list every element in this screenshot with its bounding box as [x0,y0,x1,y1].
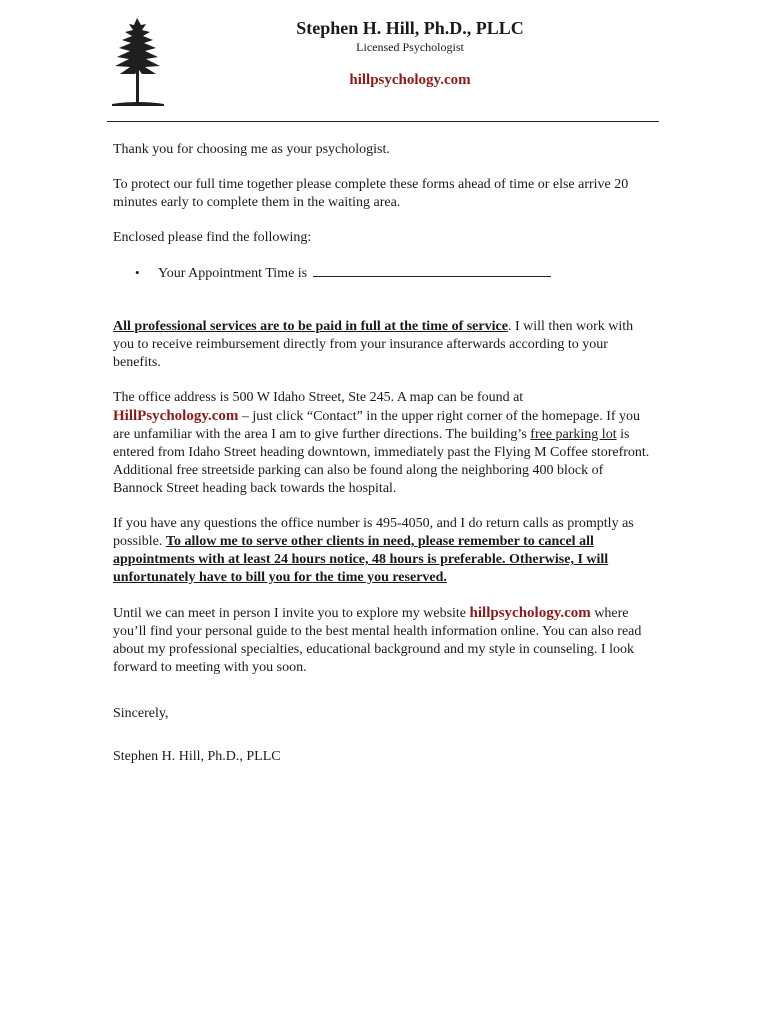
payment-policy: All professional services are to be paid in full at the time of service [113,319,508,334]
address-paragraph [113,389,653,498]
header-divider [107,121,659,122]
thanks-paragraph: Thank you for choosing me as your psychologist. [113,142,390,157]
practice-title: Licensed Psychologist [356,40,464,54]
parking-lot-text: free parking lot [530,427,617,442]
forms-paragraph: To protect our full time together please complete these forms ahead of time or else arrive 20 minutes early to complete them in the waiting area. [113,177,629,210]
address-text: The office address is 500 W Idaho Street, Ste 245. A map can be found at [113,390,524,405]
appointment-label: Your Appointment Time is [158,266,308,281]
signature: Stephen H. Hill, Ph.D., PLLC [113,749,281,764]
enclosed-paragraph: Enclosed please find the following: [113,230,312,245]
pine-tree-icon [108,16,168,108]
address-text-2: – just click “Contact” in the upper right corner of the homepage. If you are unfamiliar with the area I am to give further directions. The building’s [113,409,641,442]
website-text: Until we can meet in person I invite you to explore my website [113,606,470,621]
cancellation-policy: To allow me to serve other clients in need, please remember to cancel all appointments with at least 24 hours notice, 48 hours is preferable. Otherwise, I will unfortunately have to bill you for the time you reserved. [113,534,609,585]
practice-name: Stephen H. Hill, Ph.D., PLLC [296,18,524,38]
closing: Sincerely, [113,706,169,721]
address-text-3: is entered from Idaho Street heading downtown, immediately past the Flying M Coffee storefront. Additional free streetside parking can also be found along the neighboring 400 block of Bannock Street heading back towards the hospital. [113,427,650,496]
website-paragraph [113,604,653,677]
letter-body [113,141,653,766]
questions-text: If you have any questions the office number is 495-4050, and I do return calls as promptly as possible. [113,516,634,549]
map-link[interactable]: HillPsychology.com [113,408,239,424]
appointment-time-blank[interactable] [313,264,551,277]
website-link[interactable]: hillpsychology.com [349,72,471,88]
body-website-link[interactable]: hillpsychology.com [469,605,591,621]
appointment-bullet [113,264,653,283]
questions-paragraph [113,515,653,587]
payment-paragraph [113,318,653,372]
website-text-2: where you’ll find your personal guide to the best mental health information online. You can also read about my professional specialties, educational background and my style in counseling. I look forward to meeting with you soon. [113,606,642,675]
bullet-icon: • [135,265,140,280]
payment-rest: . I will then work with you to receive reimbursement directly from your insurance afterwards according to your benefits. [113,319,634,370]
